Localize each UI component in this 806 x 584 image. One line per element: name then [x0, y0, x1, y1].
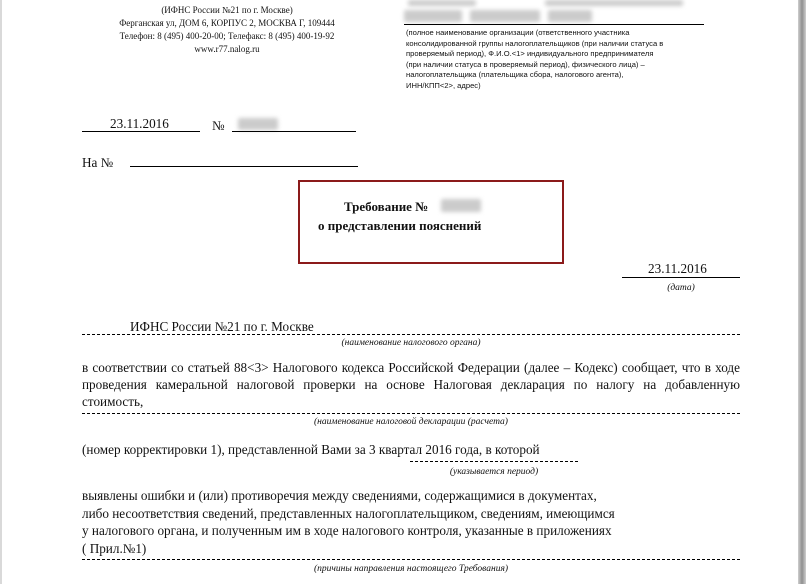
requirement-title: Требование № [344, 199, 429, 214]
tax-authority-hint: (наименование налогового органа) [341, 338, 481, 348]
recipient-description-line: налогоплательщика (плательщика сбора, налогового агента), [406, 70, 624, 80]
tax-authority-underline [82, 334, 740, 335]
recipient-description-line: проверяемый период), Ф.И.О.<1> индивидуального предпринимателя [406, 49, 654, 59]
document-number-underline [232, 131, 356, 132]
reasons-hint: (причины направления настоящего Требования) [313, 564, 509, 574]
reply-reference-underline [130, 166, 358, 167]
reasons-block [82, 487, 740, 558]
period-underline [410, 461, 578, 462]
declaration-underline [82, 413, 740, 414]
redacted-recipient-address [470, 10, 540, 22]
page-left-edge [0, 0, 2, 584]
tax-office-short-name: (ИФНС России №21 по г. Москве) [161, 5, 293, 15]
issue-date: 23.11.2016 [648, 261, 707, 276]
reasons-underline [82, 559, 740, 560]
recipient-description [406, 28, 706, 92]
reply-reference-label: На № [82, 155, 114, 170]
window-right-edge [798, 0, 806, 584]
reasons-line: ( Прил.№1) [82, 541, 147, 557]
redacted-requirement-number [441, 199, 481, 212]
redacted-recipient-address [404, 10, 462, 22]
recipient-underline [404, 24, 704, 25]
tax-office-phones: Телефон: 8 (495) 400-20-00; Телефакс: 8 (495) 400-19-92 [119, 31, 335, 41]
reasons-line: у налогового органа, и полученным им в ходе налогового контроля, указанные в приложениях [82, 523, 612, 539]
correction-period-text: (номер корректировки 1), представленной Вами за 3 квартал 2016 года, в которой [82, 442, 540, 457]
requirement-subtitle: о представлении пояснений [318, 218, 482, 233]
redacted-document-number [238, 118, 278, 130]
document-date: 23.11.2016 [110, 116, 169, 131]
period-hint: (указывается период) [449, 467, 539, 477]
tax-office-website: www.r77.nalog.ru [194, 44, 260, 54]
reasons-line: выявлены ошибки и (или) противоречия между сведениями, содержащимися в документах, [82, 488, 597, 503]
tax-authority-name: ИФНС России №21 по г. Москве [130, 319, 314, 334]
document-date-underline [82, 131, 200, 132]
reasons-line: либо несоответствия сведений, представленных налогоплательщиком, сведениям, имеющимся [82, 505, 615, 521]
issue-date-underline [622, 277, 740, 278]
declaration-hint: (наименование налоговой декларации (расчета) [314, 417, 508, 427]
issue-date-hint: (дата) [667, 283, 695, 293]
redacted-recipient-address [548, 10, 592, 22]
recipient-description-line: консолидированной группы налогоплательщиков (при наличии статуса в [406, 38, 664, 48]
recipient-description-line: ИНН/КПП<2>, адрес) [406, 80, 481, 90]
document-number-label: № [212, 118, 225, 133]
recipient-description-line: (полное наименование организации (ответственного участника [406, 28, 630, 37]
tax-office-address: Ферганская ул, ДОМ 6, КОРПУС 2, МОСКВА Г, 109444 [119, 18, 335, 28]
redacted-recipient-name [545, 0, 683, 6]
tax-office-header [96, 4, 358, 56]
notice-paragraph: в соответствии со статьей 88<3> Налогового кодекса Российской Федерации (далее – Кодекс) сообщает, что в ходе проведения камеральной налоговой проверки на основе Налоговая декларация по налогу на добавленную стоимость, [82, 360, 740, 409]
redacted-recipient-name [408, 0, 476, 6]
recipient-description-line: (при наличии статуса в проверяемый период), физического лица) – [406, 59, 645, 69]
